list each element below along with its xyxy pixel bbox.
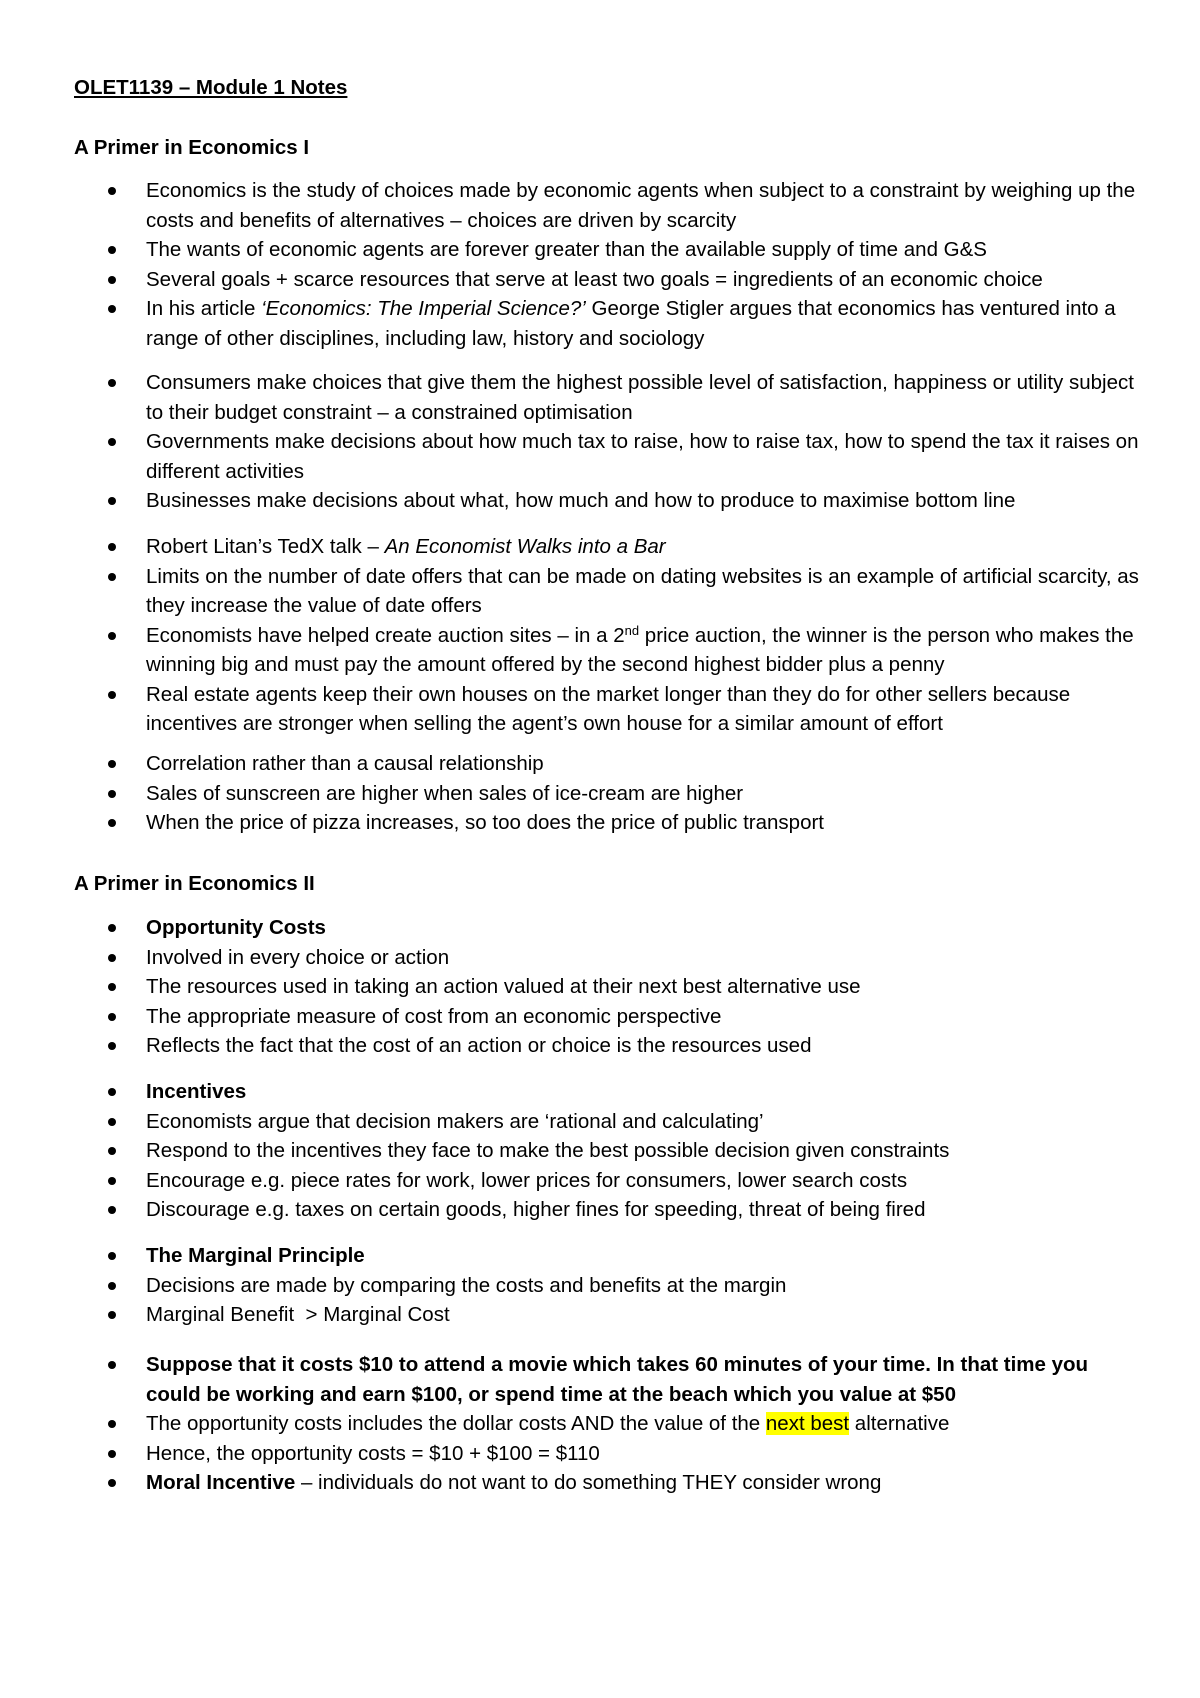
section-heading-primer-2: A Primer in Economics II <box>74 872 315 895</box>
list-item <box>0 1031 1146 1061</box>
marginal-principle-title: The Marginal Principle <box>146 1244 365 1267</box>
bullet-icon <box>108 438 116 446</box>
bullet-icon <box>108 1147 116 1155</box>
stigler-article-title: ‘Economics: The Imperial Science?’ <box>261 297 586 320</box>
list-item-text: Economics is the study of choices made by economic agents when subject to a constraint by weighing up the costs and benefits of alternatives – choices are driven by scarcity <box>146 179 1136 232</box>
list-item <box>0 235 1146 265</box>
bullet-icon <box>108 691 116 699</box>
bullet-list-opportunity-costs <box>0 913 1200 1061</box>
bullet-icon <box>108 1450 116 1458</box>
bullet-list-correlation <box>0 749 1200 838</box>
list-item <box>0 972 1146 1002</box>
moral-incentive-text: – individuals do not want to do something THEY consider wrong <box>295 1471 882 1494</box>
list-item-text: Real estate agents keep their own houses on the market longer than they do for other sellers because incentives are stronger when selling the agent’s own house for a similar amount of effort <box>146 682 1071 735</box>
list-item-text: Decisions are made by comparing the costs and benefits at the margin <box>146 1273 787 1297</box>
bullet-icon <box>108 632 116 640</box>
list-item <box>0 294 1146 353</box>
bullet-icon <box>108 1420 116 1428</box>
list-item <box>0 1439 1146 1469</box>
document-title: OLET1139 – Module 1 Notes <box>74 76 348 99</box>
list-item-text: Encourage e.g. piece rates for work, lower prices for consumers, lower search costs <box>146 1168 908 1192</box>
bullet-icon <box>108 1361 116 1369</box>
bullet-icon <box>108 276 116 284</box>
bullet-icon <box>108 305 116 313</box>
bullet-icon <box>108 497 116 505</box>
bullet-icon <box>108 187 116 195</box>
list-item <box>0 176 1146 235</box>
list-item <box>0 943 1146 973</box>
list-item-text: Correlation rather than a causal relationship <box>146 752 544 775</box>
list-item-heading <box>0 1241 1146 1271</box>
bullet-icon <box>108 573 116 581</box>
auction-superscript: nd <box>624 622 640 638</box>
bullet-list-decision-makers <box>0 368 1200 516</box>
list-item <box>0 1300 1146 1330</box>
stigler-pre: In his article <box>146 297 262 320</box>
moral-incentive-label: Moral Incentive <box>146 1471 296 1494</box>
bullet-list-incentives <box>0 1077 1200 1225</box>
bullet-icon <box>108 1042 116 1050</box>
bullet-icon <box>108 760 116 768</box>
list-item-text: When the price of pizza increases, so too does the price of public transport <box>146 811 825 834</box>
list-item <box>0 265 1146 295</box>
list-item <box>0 368 1146 427</box>
list-item <box>0 427 1146 486</box>
bullet-icon <box>108 1088 116 1096</box>
list-item-heading <box>0 913 1146 943</box>
list-item <box>0 1468 1146 1498</box>
bullet-list-marginal-principle <box>0 1241 1200 1330</box>
bullet-icon <box>108 1206 116 1214</box>
bullet-icon <box>108 1177 116 1185</box>
list-item <box>0 1107 1146 1137</box>
list-item-heading <box>0 1077 1146 1107</box>
list-item <box>0 562 1146 621</box>
list-item <box>0 486 1146 516</box>
litan-talk-title: An Economist Walks into a Bar <box>384 535 666 558</box>
list-item-text: Several goals + scarce resources that serve at least two goals = ingredients of an economic choice <box>146 267 1043 291</box>
bullet-list-movie-example <box>0 1350 1200 1498</box>
bullet-icon <box>108 1118 116 1126</box>
bullet-list-litan-talk <box>0 532 1200 739</box>
bullet-icon <box>108 790 116 798</box>
bullet-icon <box>108 1479 116 1487</box>
list-item <box>0 1136 1146 1166</box>
list-item <box>0 532 1146 562</box>
bullet-icon <box>108 543 116 551</box>
bullet-icon <box>108 924 116 932</box>
opp-includes-pre: The opportunity costs includes the dollar costs AND the value of the <box>146 1412 766 1435</box>
bullet-icon <box>108 246 116 254</box>
next-best-highlight: next best <box>765 1412 850 1435</box>
list-item <box>0 749 1146 779</box>
list-item <box>0 1166 1146 1196</box>
list-item-text: The resources used in taking an action valued at their next best alternative use <box>146 975 861 998</box>
list-item <box>0 1002 1146 1032</box>
list-item-text: The appropriate measure of cost from an economic perspective <box>146 1004 722 1028</box>
bullet-icon <box>108 1311 116 1319</box>
list-item <box>0 808 1146 838</box>
list-item <box>0 1271 1146 1301</box>
movie-example-text: Suppose that it costs $10 to attend a movie which takes 60 minutes of your time. In that time you could be working and earn $100, or spend time at the beach which you value at $50 <box>146 1353 1089 1406</box>
list-item-text: The wants of economic agents are forever greater than the available supply of time and G&S <box>146 238 987 261</box>
bullet-icon <box>108 1013 116 1021</box>
list-item <box>0 1195 1146 1225</box>
list-item-text: Consumers make choices that give them the highest possible level of satisfaction, happiness or utility subject to their budget constraint – a constrained optimisation <box>146 371 1134 424</box>
list-item-text: Involved in every choice or action <box>146 945 450 969</box>
stigler-post: George Stigler argues that economics has ventured into a range of other disciplines, including law, history and sociology <box>146 297 1116 350</box>
section-heading-primer-1: A Primer in Economics I <box>74 136 310 159</box>
list-item-text: Businesses make decisions about what, how much and how to produce to maximise bottom line <box>146 489 1016 512</box>
bullet-icon <box>108 983 116 991</box>
bullet-icon <box>108 954 116 962</box>
list-item-text: Sales of sunscreen are higher when sales of ice-cream are higher <box>146 781 744 805</box>
bullet-icon <box>108 819 116 827</box>
list-item-text: Marginal Benefit > Marginal Cost <box>146 1303 450 1326</box>
list-item-text: Discourage e.g. taxes on certain goods, higher fines for speeding, threat of being fired <box>146 1198 926 1221</box>
list-item-text: Limits on the number of date offers that can be made on dating websites is an example of artificial scarcity, as they increase the value of date offers <box>146 564 1139 617</box>
list-item-text: Governments make decisions about how much tax to raise, how to raise tax, how to spend the tax it raises on different activities <box>146 430 1139 483</box>
bullet-icon <box>108 1282 116 1290</box>
opportunity-costs-title: Opportunity Costs <box>146 916 326 939</box>
list-item-text: Economists argue that decision makers are ‘rational and calculating’ <box>146 1109 764 1133</box>
list-item-text: Hence, the opportunity costs = $10 + $100 = $110 <box>146 1441 600 1465</box>
opp-includes-post: alternative <box>849 1412 950 1435</box>
auction-post: price auction, the winner is the person who makes the winning big and must pay the amount offered by the second highest bidder plus a penny <box>146 623 1134 676</box>
list-item-text: Respond to the incentives they face to make the best possible decision given constraints <box>146 1139 950 1162</box>
litan-pre: Robert Litan’s TedX talk – <box>146 535 385 558</box>
list-item <box>0 1350 1146 1409</box>
list-item <box>0 680 1146 739</box>
bullet-icon <box>108 379 116 387</box>
list-item <box>0 779 1146 809</box>
list-item <box>0 1409 1146 1439</box>
bullet-icon <box>108 1252 116 1260</box>
list-item <box>0 621 1146 680</box>
list-item-text: Reflects the fact that the cost of an action or choice is the resources used <box>146 1034 812 1057</box>
bullet-list-economics-basics <box>0 176 1200 353</box>
auction-pre: Economists have helped create auction sites – in a 2 <box>146 623 625 647</box>
incentives-title: Incentives <box>146 1080 247 1103</box>
